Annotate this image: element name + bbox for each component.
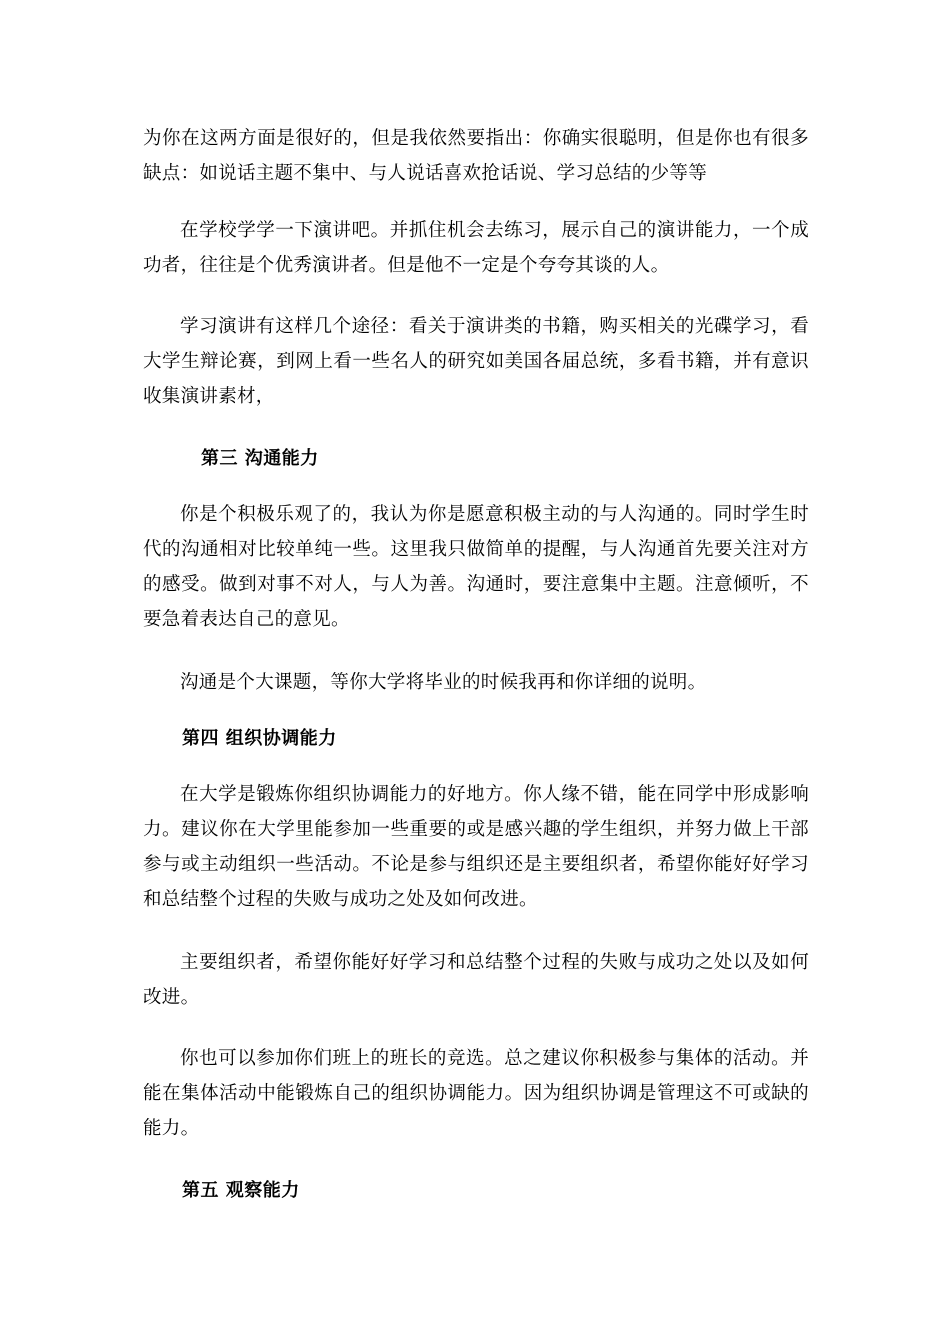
paragraph-communication-topic: 沟通是个大课题，等你大学将毕业的时候我再和你详细的说明。 <box>180 672 707 693</box>
paragraph-speech-practice: 在学校学学一下演讲吧。并抓住机会去练习，展示自己的演讲能力，一个成功者，往往是个优秀演讲者。但是他不一定是个夸夸其谈的人。 <box>143 220 809 276</box>
heading-communication: 第三 沟通能力 <box>201 448 319 469</box>
paragraph-speech-methods: 学习演讲有这样几个途径：看关于演讲类的书籍，购买相关的光碟学习，看大学生辩论赛，到网上看一些名人的研究如美国各届总统，多看书籍，并有意识收集演讲素材， <box>143 316 809 407</box>
heading-organization: 第四 组织协调能力 <box>182 728 337 749</box>
paragraph-communication: 你是个积极乐观了的，我认为你是愿意积极主动的与人沟通的。同时学生时代的沟通相对比较单纯一些。这里我只做简单的提醒，与人沟通首先要关注对方的感受。做到对事不对人，与人为善。沟通时，要注意集中主题。注意倾听，不要急着表达自己的意见。 <box>143 504 809 630</box>
paragraph-organizer: 主要组织者，希望你能好好学习和总结整个过程的失败与成功之处以及如何改进。 <box>143 952 809 1008</box>
heading-observation: 第五 观察能力 <box>182 1180 300 1201</box>
paragraph-class-monitor: 你也可以参加你们班上的班长的竞选。总之建议你积极参与集体的活动。并能在集体活动中能锻炼自己的组织协调能力。因为组织协调是管理这不可或缺的能力。 <box>143 1048 809 1139</box>
paragraph-intro-continuation: 为你在这两方面是很好的，但是我依然要指出：你确实很聪明，但是你也有很多缺点：如说话主题不集中、与人说话喜欢抢话说、学习总结的少等等 <box>143 128 809 184</box>
paragraph-organization: 在大学是锻炼你组织协调能力的好地方。你人缘不错，能在同学中形成影响力。建议你在大学里能参加一些重要的或是感兴趣的学生组织，并努力做上干部参与或主动组织一些活动。不论是参与组织还是主要组织者，希望你能好好学习和总结整个过程的失败与成功之处及如何改进。 <box>143 784 809 910</box>
